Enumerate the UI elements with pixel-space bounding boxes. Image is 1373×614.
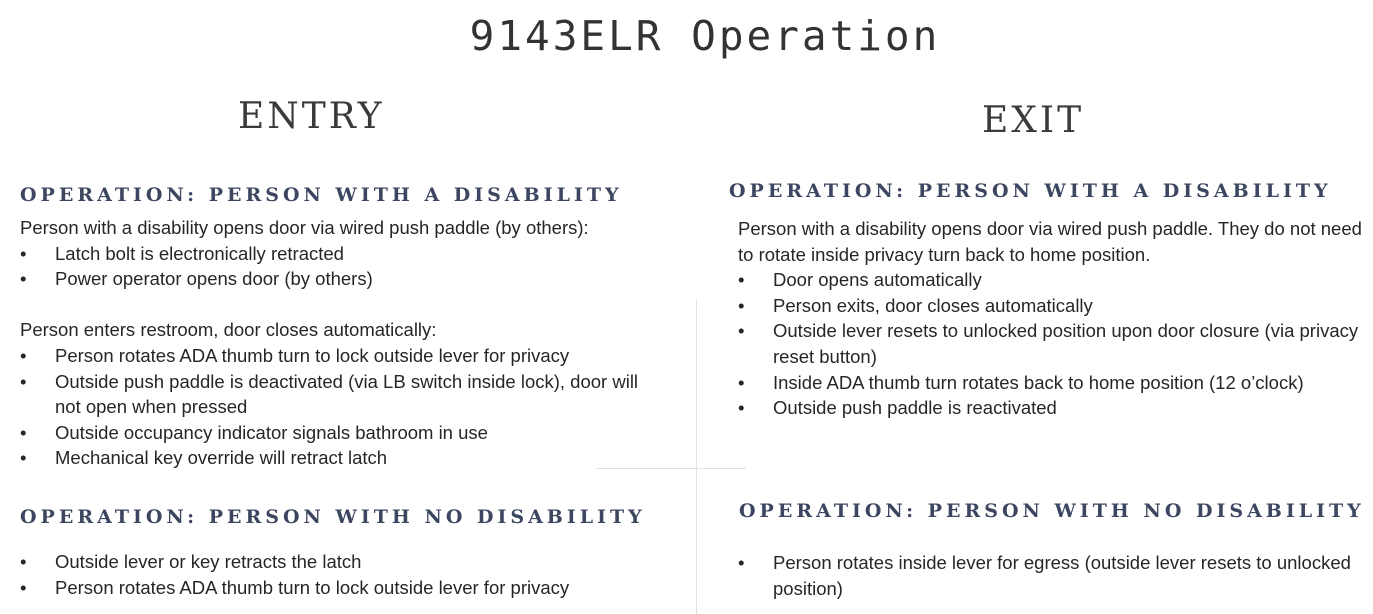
list-item: • Person exits, door closes automatically xyxy=(738,293,1368,319)
entry-disability-section xyxy=(20,215,660,471)
bullet-icon: • xyxy=(738,552,745,573)
list-item: • Outside push paddle is reactivated xyxy=(738,395,1368,421)
entry-enter-intro: Person enters restroom, door closes automatically: xyxy=(20,319,437,341)
bullet-icon: • xyxy=(20,421,27,443)
exit-disability-heading: OPERATION: PERSON WITH A DISABILITY xyxy=(729,180,1332,202)
bullet-icon: • xyxy=(20,576,27,598)
list-item: • Power operator opens door (by others) xyxy=(20,266,660,292)
bullet-icon: • xyxy=(20,551,27,572)
bullet-icon: • xyxy=(20,344,27,366)
list-item: • Person rotates ADA thumb turn to lock outside lever for privacy xyxy=(20,575,660,601)
list-item: • Person rotates inside lever for egress (outside lever resets to unlocked position) xyxy=(738,552,1351,599)
bullet-icon: • xyxy=(738,320,745,342)
entry-disability-list-1 xyxy=(20,241,660,292)
entry-disability-heading: OPERATION: PERSON WITH A DISABILITY xyxy=(20,184,623,206)
exit-heading: EXIT xyxy=(982,100,1085,141)
exit-disability-list xyxy=(738,267,1368,421)
entry-disability-intro: Person with a disability opens door via wired push paddle (by others): xyxy=(20,217,589,238)
bullet-icon: • xyxy=(738,371,745,393)
list-item: • Outside occupancy indicator signals bathroom in use xyxy=(20,420,660,446)
bullet-icon: • xyxy=(20,268,27,290)
bullet-icon: • xyxy=(738,294,745,316)
page-title: 9143ELR Operation xyxy=(469,12,941,60)
exit-no-disability-section xyxy=(738,550,1368,601)
entry-no-disability-section xyxy=(20,549,660,600)
entry-disability-list-2 xyxy=(20,343,660,471)
entry-no-disability-heading: OPERATION: PERSON WITH NO DISABILITY xyxy=(20,506,646,528)
list-item: • Door opens automatically xyxy=(738,267,1368,293)
vertical-divider xyxy=(696,300,697,614)
list-item: • Outside push paddle is deactivated (via LB switch inside lock), door will not open when pressed xyxy=(20,370,639,418)
list-item: • Person rotates ADA thumb turn to lock outside lever for privacy xyxy=(20,343,660,369)
bullet-icon: • xyxy=(20,370,27,392)
bullet-icon: • xyxy=(738,269,745,291)
list-item: • Latch bolt is electronically retracted xyxy=(20,241,660,267)
bullet-icon: • xyxy=(20,447,27,469)
entry-no-disability-list xyxy=(20,549,660,600)
list-item: • Outside lever resets to unlocked position upon door closure (via privacy reset button) xyxy=(738,320,1359,367)
list-item: • Outside lever or key retracts the latch xyxy=(20,549,660,575)
exit-disability-intro: Person with a disability opens door via wired push paddle. They do not need to rotate inside privacy turn back to home position. xyxy=(738,218,1362,265)
list-item: • Inside ADA thumb turn rotates back to home position (12 o’clock) xyxy=(738,370,1368,396)
list-item: • Mechanical key override will retract latch xyxy=(20,445,660,471)
bullet-icon: • xyxy=(738,397,745,419)
exit-disability-section xyxy=(738,216,1368,421)
exit-no-disability-heading: OPERATION: PERSON WITH NO DISABILITY xyxy=(739,500,1365,522)
bullet-icon: • xyxy=(20,242,27,264)
exit-no-disability-list xyxy=(738,550,1368,601)
entry-heading: ENTRY xyxy=(238,96,385,137)
